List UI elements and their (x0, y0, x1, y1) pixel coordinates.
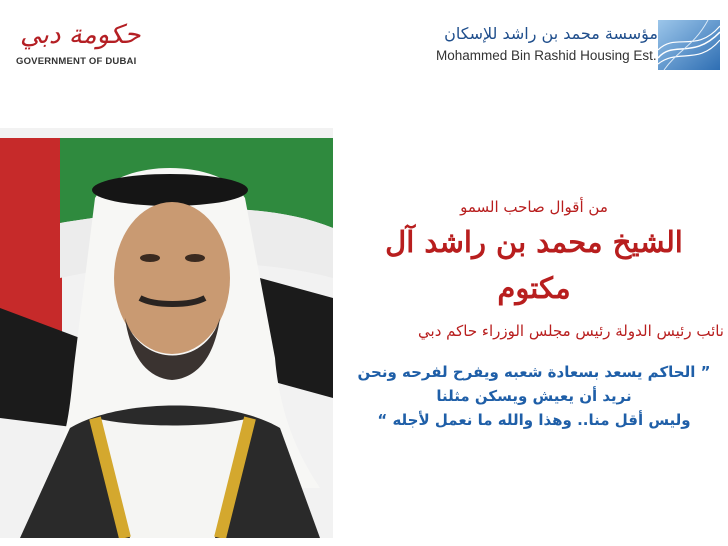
government-of-dubai-logo (14, 18, 149, 73)
portrait-image (0, 128, 333, 538)
housing-logo-english: Mohammed Bin Rashid Housing Est. (436, 48, 657, 63)
quote-line1: ” الحاكم يسعد بسعادة شعبه ويفرح لفرحه ونحن (357, 363, 711, 381)
sheikh-name-line2: مكتوم (497, 271, 571, 305)
housing-logo-arabic: مؤسسة محمد بن راشد للإسكان (444, 24, 658, 43)
housing-establishment-logo (436, 20, 721, 72)
gov-logo-arabic: حكومة دبي (20, 20, 141, 50)
quote-text-block (344, 196, 724, 432)
intro-text: من أقوال صاحب السمو (460, 198, 608, 216)
quote-line3: وليس أقل منا.. وهذا والله ما نعمل لأجله “ (377, 411, 691, 429)
gov-logo-english: GOVERNMENT OF DUBAI (16, 56, 137, 67)
quote-line2: نريد أن يعيش ويسكن مثلنا (436, 387, 632, 405)
housing-emblem-icon (658, 20, 720, 70)
sheikh-name-line1: الشيخ محمد بن راشد آل (385, 225, 683, 259)
official-title: نائب رئيس الدولة رئيس مجلس الوزراء حاكم دبي (418, 322, 724, 340)
